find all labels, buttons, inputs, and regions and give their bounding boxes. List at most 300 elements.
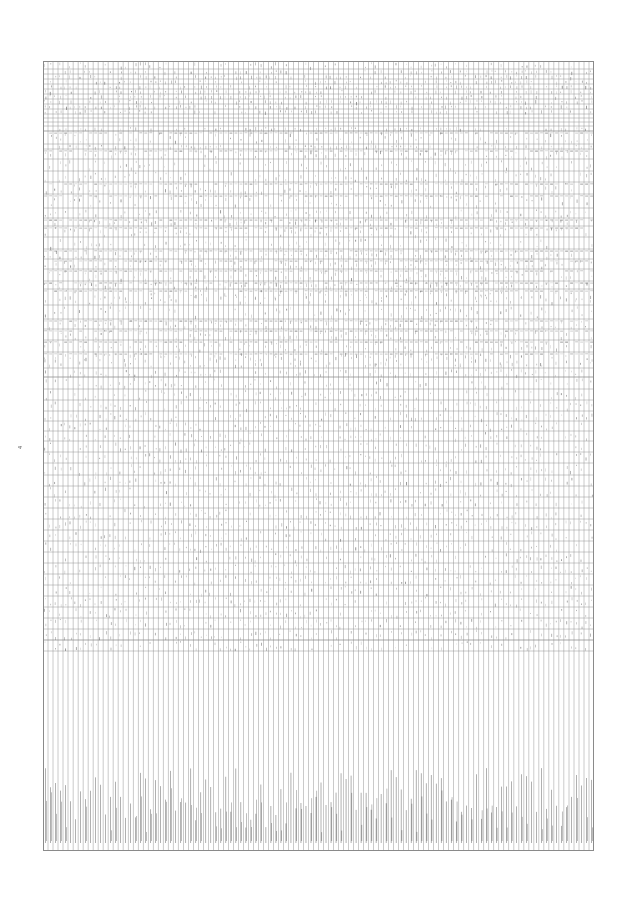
text-band — [89, 261, 92, 262]
text-band — [405, 184, 408, 185]
data-glyph — [491, 255, 492, 256]
data-glyph — [285, 110, 286, 112]
data-glyph — [546, 299, 547, 302]
text-band — [225, 220, 228, 221]
data-glyph — [260, 453, 261, 455]
text-band — [119, 283, 122, 284]
text-band — [89, 133, 92, 134]
data-glyph — [225, 105, 226, 106]
data-glyph — [135, 624, 136, 625]
data-glyph — [535, 346, 536, 349]
text-band — [310, 283, 313, 284]
data-glyph — [461, 210, 462, 212]
data-glyph — [99, 458, 100, 459]
data-glyph — [441, 634, 442, 636]
data-glyph — [146, 232, 147, 234]
data-glyph — [139, 110, 140, 111]
data-glyph — [195, 567, 196, 569]
data-glyph — [541, 533, 542, 535]
data-glyph — [46, 379, 47, 382]
data-glyph — [350, 211, 351, 214]
data-glyph — [130, 513, 131, 515]
data-glyph — [571, 72, 572, 75]
data-glyph — [400, 274, 401, 277]
text-band — [64, 271, 67, 272]
text-band — [430, 261, 433, 262]
text-band — [400, 196, 403, 197]
text-band — [69, 220, 72, 221]
data-glyph — [540, 177, 541, 180]
data-glyph — [501, 160, 502, 162]
data-glyph — [576, 298, 577, 300]
text-band — [235, 251, 238, 252]
text-band — [265, 283, 268, 284]
data-glyph — [171, 523, 172, 524]
data-glyph — [517, 559, 518, 562]
data-glyph — [440, 587, 441, 588]
data-glyph — [556, 560, 557, 561]
data-glyph — [295, 222, 296, 225]
text-band — [530, 151, 533, 152]
data-glyph — [491, 145, 492, 146]
data-glyph — [321, 469, 322, 472]
data-glyph — [176, 106, 177, 109]
text-band — [129, 283, 132, 284]
data-glyph — [84, 359, 85, 361]
data-glyph — [336, 223, 337, 225]
data-glyph — [555, 97, 556, 100]
data-glyph — [55, 534, 56, 536]
text-band — [270, 271, 273, 272]
text-band — [295, 151, 298, 152]
data-glyph — [395, 375, 396, 378]
data-glyph — [467, 633, 468, 636]
data-glyph — [185, 433, 186, 436]
text-band — [420, 271, 423, 272]
text-band — [350, 228, 353, 229]
data-glyph — [507, 111, 508, 114]
text-band — [520, 220, 523, 221]
text-band — [400, 261, 403, 262]
text-band — [540, 251, 543, 252]
data-glyph — [540, 494, 541, 496]
data-glyph — [537, 139, 538, 140]
data-glyph — [205, 534, 206, 536]
data-glyph — [145, 598, 146, 600]
data-glyph — [546, 129, 547, 131]
text-band — [360, 271, 363, 272]
data-glyph — [590, 624, 591, 626]
data-glyph — [200, 550, 201, 553]
data-glyph — [215, 156, 216, 158]
text-band — [270, 151, 273, 152]
data-glyph — [351, 106, 352, 107]
data-glyph — [76, 415, 77, 418]
data-glyph — [526, 145, 527, 148]
data-glyph — [381, 405, 382, 407]
data-glyph — [181, 450, 182, 453]
data-glyph — [390, 461, 391, 464]
text-band — [79, 184, 82, 185]
text-band — [575, 151, 578, 152]
data-glyph — [115, 252, 116, 255]
data-glyph — [301, 556, 302, 559]
data-glyph — [196, 240, 197, 241]
text-band — [385, 184, 388, 185]
data-glyph — [191, 632, 192, 635]
data-glyph — [395, 489, 396, 490]
text-band — [460, 196, 463, 197]
text-band — [159, 228, 162, 229]
data-glyph — [375, 447, 376, 449]
data-glyph — [181, 190, 182, 192]
data-glyph — [110, 244, 111, 245]
text-band — [300, 251, 303, 252]
data-glyph — [331, 203, 332, 204]
text-band — [425, 251, 428, 252]
data-glyph — [256, 77, 257, 78]
text-band — [275, 184, 278, 185]
text-band — [230, 220, 233, 221]
data-glyph — [79, 310, 80, 313]
data-glyph — [405, 528, 406, 529]
data-glyph — [321, 533, 322, 536]
data-glyph — [246, 465, 247, 467]
data-glyph — [490, 611, 491, 612]
text-band — [350, 220, 353, 221]
data-glyph — [556, 82, 557, 85]
data-glyph — [466, 600, 467, 602]
data-glyph — [321, 350, 322, 352]
data-glyph — [305, 370, 306, 373]
text-band — [99, 184, 102, 185]
text-band — [570, 283, 573, 284]
data-glyph — [386, 619, 387, 622]
data-glyph — [181, 91, 182, 94]
data-glyph — [296, 374, 297, 375]
data-glyph — [166, 242, 167, 245]
text-band — [169, 133, 172, 134]
data-glyph — [366, 147, 367, 150]
text-band — [129, 321, 132, 322]
data-glyph — [496, 301, 497, 303]
data-glyph — [582, 627, 583, 630]
text-band — [280, 261, 283, 262]
data-glyph — [70, 145, 71, 147]
text-band — [184, 196, 187, 197]
text-band — [230, 228, 233, 229]
text-band — [465, 133, 468, 134]
text-band — [285, 283, 288, 284]
text-band — [375, 220, 378, 221]
text-band — [445, 291, 448, 292]
data-glyph — [45, 436, 46, 438]
data-glyph — [580, 92, 581, 93]
data-glyph — [475, 460, 476, 462]
text-band — [169, 184, 172, 185]
data-glyph — [60, 139, 61, 141]
data-glyph — [294, 107, 295, 110]
data-glyph — [151, 293, 152, 295]
text-band — [280, 291, 283, 292]
data-glyph — [191, 372, 192, 374]
text-band — [174, 220, 177, 221]
data-glyph — [301, 175, 302, 178]
data-glyph — [400, 337, 401, 339]
text-band — [570, 251, 573, 252]
data-glyph — [485, 186, 486, 188]
text-band — [154, 251, 157, 252]
data-glyph — [66, 379, 67, 381]
data-glyph — [95, 173, 96, 174]
text-band — [124, 184, 127, 185]
text-band — [355, 261, 358, 262]
data-glyph — [255, 127, 256, 130]
data-glyph — [391, 582, 392, 584]
data-glyph — [576, 465, 577, 466]
data-glyph — [475, 75, 476, 78]
data-glyph — [570, 111, 571, 113]
data-glyph — [201, 637, 202, 638]
text-band — [525, 291, 528, 292]
text-band — [74, 291, 77, 292]
text-band — [144, 228, 147, 229]
data-glyph — [155, 568, 156, 571]
data-glyph — [185, 202, 186, 203]
data-glyph — [135, 127, 136, 130]
data-glyph — [525, 102, 526, 105]
data-glyph — [210, 374, 211, 377]
data-glyph — [450, 470, 451, 472]
data-glyph — [350, 467, 351, 469]
data-glyph — [366, 393, 367, 395]
data-glyph — [76, 532, 77, 535]
data-glyph — [196, 460, 197, 463]
data-glyph — [326, 75, 327, 78]
data-glyph — [210, 334, 211, 336]
data-glyph — [555, 211, 556, 213]
data-glyph — [376, 303, 377, 305]
data-glyph — [470, 347, 471, 349]
text-band — [370, 271, 373, 272]
text-band — [530, 283, 533, 284]
data-glyph — [175, 384, 176, 386]
data-glyph — [211, 220, 212, 222]
text-band — [375, 291, 378, 292]
data-glyph — [435, 238, 436, 239]
data-glyph — [116, 443, 117, 446]
data-glyph — [401, 153, 402, 156]
data-glyph — [170, 481, 171, 483]
text-band — [580, 196, 583, 197]
data-glyph — [295, 560, 296, 563]
data-glyph — [311, 649, 312, 650]
data-glyph — [266, 648, 267, 651]
data-glyph — [235, 649, 236, 651]
data-glyph — [567, 383, 568, 384]
data-glyph — [260, 303, 261, 304]
text-band — [345, 283, 348, 284]
text-band — [169, 271, 172, 272]
data-glyph — [486, 162, 487, 164]
data-glyph — [105, 435, 106, 438]
data-glyph — [491, 81, 492, 84]
data-glyph — [320, 426, 321, 427]
data-glyph — [50, 81, 51, 82]
data-glyph — [121, 67, 122, 70]
data-glyph — [245, 191, 246, 194]
data-glyph — [60, 517, 61, 519]
data-glyph — [506, 267, 507, 269]
data-glyph — [542, 347, 543, 350]
text-band — [525, 261, 528, 262]
text-band — [320, 251, 323, 252]
data-glyph — [134, 375, 135, 377]
data-glyph — [110, 534, 111, 537]
data-glyph — [466, 325, 467, 326]
data-glyph — [129, 112, 130, 114]
data-glyph — [420, 384, 421, 387]
data-glyph — [140, 232, 141, 233]
data-glyph — [114, 222, 115, 224]
data-glyph — [391, 543, 392, 544]
data-glyph — [566, 81, 567, 83]
data-glyph — [184, 361, 185, 364]
data-glyph — [66, 128, 67, 129]
data-glyph — [476, 205, 477, 208]
data-glyph — [530, 613, 531, 614]
data-glyph — [111, 413, 112, 414]
data-glyph — [516, 495, 517, 497]
data-glyph — [420, 492, 421, 493]
text-band — [119, 321, 122, 322]
data-glyph — [236, 456, 237, 459]
data-glyph — [286, 435, 287, 437]
data-glyph — [271, 549, 272, 550]
text-band — [215, 321, 218, 322]
data-glyph — [54, 198, 55, 200]
data-glyph — [460, 309, 461, 312]
text-band — [530, 261, 533, 262]
data-glyph — [515, 445, 516, 447]
data-glyph — [400, 245, 401, 247]
data-glyph — [450, 70, 451, 73]
data-glyph — [135, 96, 136, 98]
data-glyph — [115, 624, 116, 626]
text-band — [149, 271, 152, 272]
data-glyph — [66, 164, 67, 166]
data-glyph — [310, 570, 311, 572]
text-band — [94, 184, 97, 185]
data-glyph — [487, 70, 488, 73]
data-glyph — [200, 91, 201, 94]
data-glyph — [240, 91, 241, 93]
data-glyph — [491, 590, 492, 592]
text-band — [570, 184, 573, 185]
data-glyph — [115, 284, 116, 287]
data-glyph — [240, 106, 241, 108]
text-band — [89, 220, 92, 221]
data-glyph — [256, 580, 257, 582]
data-glyph — [121, 279, 122, 282]
text-band — [210, 271, 213, 272]
data-glyph — [412, 107, 413, 110]
data-glyph — [331, 129, 332, 130]
data-glyph — [316, 360, 317, 362]
text-band — [485, 291, 488, 292]
data-glyph — [431, 70, 432, 71]
text-band — [220, 151, 223, 152]
data-glyph — [205, 513, 206, 514]
data-glyph — [96, 107, 97, 110]
text-band — [510, 283, 513, 284]
data-glyph — [135, 172, 136, 174]
data-glyph — [70, 521, 71, 524]
data-glyph — [570, 522, 571, 525]
data-glyph — [592, 244, 593, 247]
data-glyph — [465, 543, 466, 546]
data-glyph — [320, 514, 321, 516]
text-band — [430, 196, 433, 197]
data-glyph — [406, 157, 407, 159]
data-glyph — [96, 385, 97, 386]
text-band — [290, 196, 293, 197]
data-glyph — [235, 425, 236, 427]
text-band — [109, 251, 112, 252]
data-glyph — [160, 177, 161, 179]
data-glyph — [416, 590, 417, 592]
data-glyph — [370, 357, 371, 358]
data-glyph — [521, 455, 522, 457]
text-band — [365, 220, 368, 221]
data-glyph — [286, 372, 287, 375]
table-svg — [43, 61, 594, 851]
data-glyph — [400, 404, 401, 406]
data-glyph — [522, 71, 523, 73]
text-band — [139, 283, 142, 284]
data-glyph — [501, 644, 502, 646]
data-glyph — [170, 455, 171, 458]
data-glyph — [375, 90, 376, 93]
text-band — [260, 133, 263, 134]
data-glyph — [411, 67, 412, 69]
data-glyph — [225, 231, 226, 232]
text-band — [114, 151, 117, 152]
data-glyph — [260, 600, 261, 601]
data-glyph — [341, 527, 342, 529]
data-glyph — [310, 67, 311, 70]
data-glyph — [100, 565, 101, 568]
data-glyph — [360, 221, 361, 223]
data-glyph — [276, 647, 277, 649]
text-band — [159, 321, 162, 322]
data-glyph — [335, 177, 336, 178]
data-glyph — [340, 370, 341, 372]
data-glyph — [506, 427, 507, 428]
text-band — [320, 228, 323, 229]
data-glyph — [190, 458, 191, 461]
text-band — [475, 283, 478, 284]
data-glyph — [226, 575, 227, 578]
text-band — [540, 151, 543, 152]
data-glyph — [205, 155, 206, 158]
data-glyph — [515, 390, 516, 392]
data-glyph — [140, 348, 141, 350]
data-glyph — [256, 615, 257, 617]
data-glyph — [446, 77, 447, 79]
text-band — [470, 251, 473, 252]
data-glyph — [65, 648, 66, 651]
